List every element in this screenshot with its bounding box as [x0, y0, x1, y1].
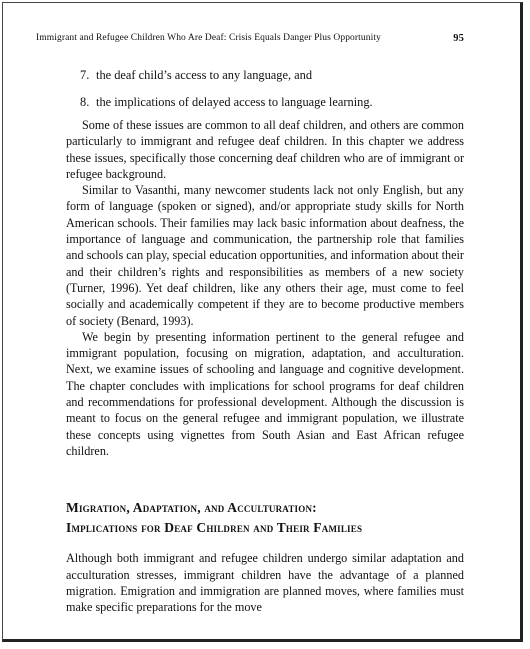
list-item-text: the implications of delayed access to language learning. [96, 95, 373, 109]
running-title: Immigrant and Refugee Children Who Are Deaf: Crisis Equals Danger Plus Opportunity [36, 33, 381, 43]
page-content [36, 33, 464, 615]
list-item [80, 64, 464, 86]
running-header [36, 33, 464, 44]
body-paragraph: Some of these issues are common to all deaf children, and others are common particularly to immigrant and refugee deaf children. In this chapter we address these issues, specifically those concerning deaf children who are of immigrant or refugee background. [66, 118, 464, 181]
numbered-list [66, 64, 464, 113]
section-heading-line: Migration, Adaptation, and Acculturation: [66, 500, 317, 516]
list-item [80, 91, 464, 113]
body-paragraph: We begin by presenting information pertinent to the general refugee and immigrant population, focusing on migration, adaptation, and acculturation. Next, we examine issues of schooling and language and cognitive development. The chapter concludes with implications for school programs for deaf children and recommendations for professional development. Although the discussion is meant to focus on the general refugee and immigrant population, we illustrate these concepts using vignettes from South Asian and East African refugee children. [66, 329, 464, 458]
section-heading-line: Implications for Deaf Children and Their Families [66, 520, 363, 536]
section-heading [66, 498, 464, 538]
page [2, 2, 523, 642]
list-item-number: 7. [80, 68, 90, 82]
section-paragraph: Although both immigrant and refugee children undergo similar adaptation and acculturation stresses, immigrant children have the advantage of a planned migration. Emigration and immigration are planned moves, where families must make specific preparations for the move [66, 551, 464, 615]
body-paragraph: Similar to Vasanthi, many newcomer students lack not only English, but any form of language (spoken or signed), and/or appropriate study skills for North American schools. Their families may lack basic information about deafness, the importance of language and communication, the partnership role that families and schools can play, special education opportunities, and information about their and their children’s rights and responsibilities as members of a new society (Turner, 1996). Yet deaf children, like any others their age, must come to feel socially and academically competent if they are to become productive members of society (Benard, 1993). [66, 183, 464, 328]
page-number: 95 [453, 33, 464, 44]
list-item-number: 8. [80, 95, 90, 109]
list-item-text: the deaf child’s access to any language, and [96, 68, 313, 82]
